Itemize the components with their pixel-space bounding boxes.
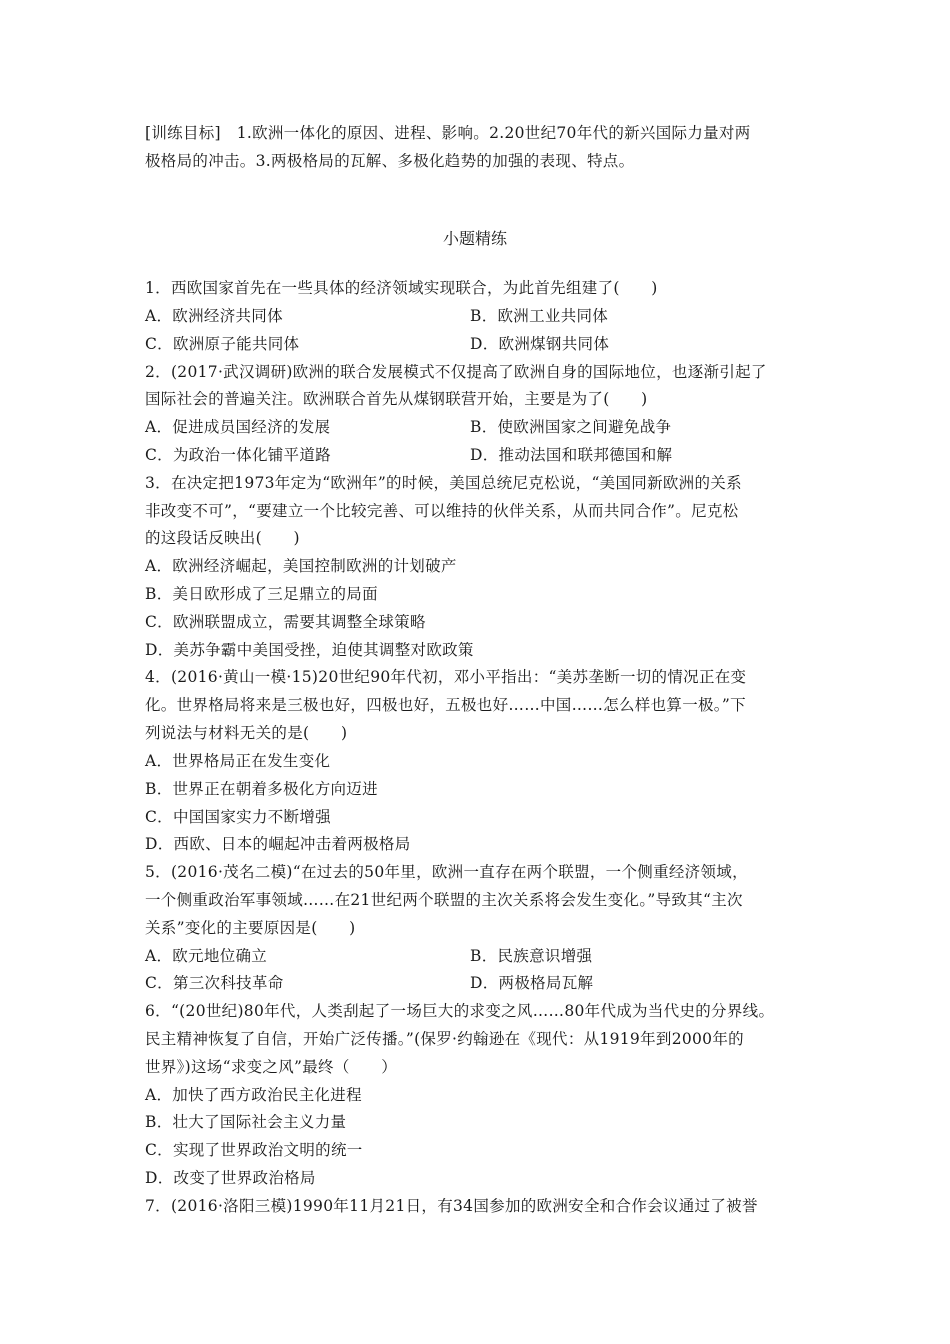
question-5-option-a: A．欧元地位确立 <box>145 947 268 965</box>
question-5-stem-line-1: 5．(2016·茂名二模)“在过去的50年里，欧洲一直存在两个联盟，一个侧重经济领域， <box>145 863 748 881</box>
question-4-option-d: D．西欧、日本的崛起冲击着两极格局 <box>145 835 411 853</box>
question-6-option-a: A．加快了西方政治民主化进程 <box>145 1086 362 1104</box>
question-3-option-c: C．欧洲联盟成立，需要其调整全球策略 <box>145 613 426 631</box>
question-3-option-d: D．美苏争霸中美国受挫，迫使其调整对欧政策 <box>145 641 474 659</box>
question-6-option-d: D．改变了世界政治格局 <box>145 1169 316 1187</box>
question-3-stem-line-2: 非改变不可”，“要建立一个比较完善、可以维持的伙伴关系，从而共同合作”。尼克松 <box>145 502 739 520</box>
question-2-stem-line-2: 国际社会的普遍关注。欧洲联合首先从煤钢联营开始，主要是为了( ) <box>145 390 648 408</box>
question-4-option-b: B．世界正在朝着多极化方向迈进 <box>145 780 378 798</box>
question-2-option-b: B．使欧洲国家之间避免战争 <box>470 418 672 436</box>
question-6-stem-line-1: 6．“(20世纪)80年代，人类刮起了一场巨大的求变之风……80年代成为当代史的分界线。 <box>145 1002 775 1020</box>
question-2-option-c: C．为政治一体化铺平道路 <box>145 446 331 464</box>
question-4-stem-line-1: 4．(2016·黄山一模·15)20世纪90年代初，邓小平指出：“美苏垄断一切的情况正在变 <box>145 668 747 686</box>
question-1-option-a: A．欧洲经济共同体 <box>145 307 283 325</box>
question-4-stem-line-2: 化。世界格局将来是三极也好，四极也好，五极也好……中国……怎么样也算一极。”下 <box>145 696 746 714</box>
question-4-option-c: C．中国国家实力不断增强 <box>145 808 331 826</box>
question-3-option-b: B．美日欧形成了三足鼎立的局面 <box>145 585 378 603</box>
section-title: 小题精练 <box>442 229 507 248</box>
objective-line-1: [训练目标] 1.欧洲一体化的原因、进程、影响。2.20世纪70年代的新兴国际力量对两 <box>145 124 751 142</box>
question-2-option-d: D．推动法国和联邦德国和解 <box>470 446 673 464</box>
question-6-stem-line-3: 世界》)这场“求变之风”最终（ ） <box>145 1058 398 1076</box>
question-5-option-d: D．两极格局瓦解 <box>470 974 594 992</box>
question-1-stem: 1．西欧国家首先在一些具体的经济领域实现联合，为此首先组建了( ) <box>145 279 658 297</box>
question-5-option-c: C．第三次科技革命 <box>145 974 284 992</box>
question-4-stem-line-3: 列说法与材料无关的是( ) <box>145 724 348 742</box>
question-1-option-c: C．欧洲原子能共同体 <box>145 335 300 353</box>
question-5-option-b: B．民族意识增强 <box>470 947 593 965</box>
question-1-option-b: B．欧洲工业共同体 <box>470 307 609 325</box>
question-4-option-a: A．世界格局正在发生变化 <box>145 752 331 770</box>
question-6-stem-line-2: 民主精神恢复了自信，开始广泛传播。”(保罗·约翰逊在《现代：从1919年到2000年的 <box>145 1030 744 1048</box>
question-6-option-c: C．实现了世界政治文明的统一 <box>145 1141 363 1159</box>
objective-line-2: 极格局的冲击。3.两极格局的瓦解、多极化趋势的加强的表现、特点。 <box>145 152 635 170</box>
question-3-option-a: A．欧洲经济崛起，美国控制欧洲的计划破产 <box>145 557 457 575</box>
question-1-option-d: D．欧洲煤钢共同体 <box>470 335 610 353</box>
question-2-option-a: A．促进成员国经济的发展 <box>145 418 331 436</box>
question-7-stem-line-1: 7．(2016·洛阳三模)1990年11月21日，有34国参加的欧洲安全和合作会议通过了被誉 <box>145 1197 758 1215</box>
question-2-stem-line-1: 2．(2017·武汉调研)欧洲的联合发展模式不仅提高了欧洲自身的国际地位，也逐渐引起了 <box>145 363 767 381</box>
question-5-stem-line-3: 关系”变化的主要原因是( ) <box>145 919 356 937</box>
question-3-stem-line-1: 3．在决定把1973年定为“欧洲年”的时候，美国总统尼克松说，“美国同新欧洲的关系 <box>145 474 742 492</box>
question-6-option-b: B．壮大了国际社会主义力量 <box>145 1113 347 1131</box>
question-5-stem-line-2: 一个侧重政治军事领域……在21世纪两个联盟的主次关系将会发生变化。”导致其“主次 <box>145 891 743 909</box>
question-3-stem-line-3: 的这段话反映出( ) <box>145 529 300 547</box>
